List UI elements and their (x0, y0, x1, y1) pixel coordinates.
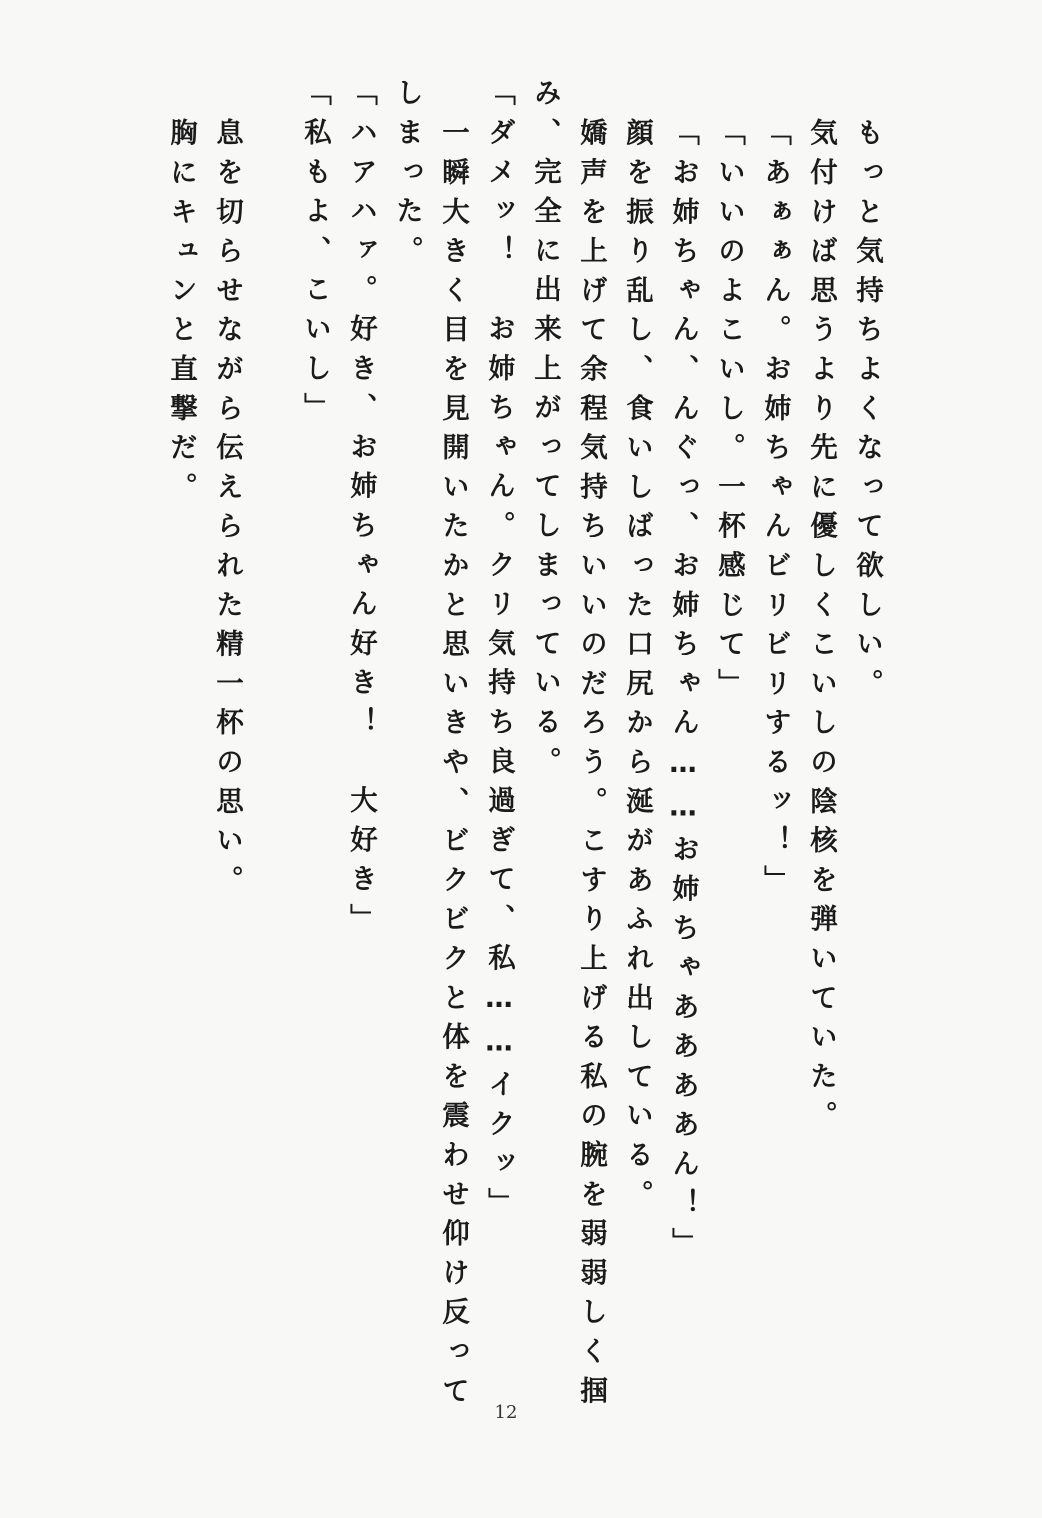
text-column-6: 顔を振り乱し、食いしばった口尻から涎があふれ出している。 (621, 118, 653, 1219)
text-column-1: もっと気持ちよくなって欲しい。 (851, 118, 883, 708)
page-number: 12 (494, 1402, 518, 1423)
text-column-11: しまった。 (391, 78, 423, 275)
text-column-14: 息を切らせながら伝えられた精一杯の思い。 (211, 118, 243, 904)
text-column-9: 「ダメッ！ お姉ちゃん。クリ気持ち良過ぎて、私……イクッ」 (483, 78, 515, 1227)
text-column-2: 気付けば思うより先に優しくこいしの陰核を弾いていた。 (805, 118, 837, 1140)
text-column-10: 一瞬大きく目を見開いたかと思いきや、ビクビクと体を震わせ仰け反って (437, 118, 469, 1415)
text-column-7: 嬌声を上げて余程気持ちいいのだろう。こすり上げる私の腕を弱弱しく掴 (575, 118, 607, 1415)
text-column-15: 胸にキュンと直撃だ。 (165, 118, 197, 511)
text-column-3: 「あぁぁん。お姉ちゃんビリビリするッ！」 (759, 118, 791, 904)
text-column-8: み、完全に出来上がってしまっている。 (529, 78, 561, 786)
text-column-5: 「お姉ちゃん、んぐっ、お姉ちゃん……お姉ちゃああああん！」 (667, 118, 699, 1267)
text-column-12: 「ハアハァ。好き、お姉ちゃん好き！ 大好き」 (345, 78, 377, 943)
text-column-4: 「いいのよこいし。一杯感じて」 (713, 118, 745, 708)
text-column-13: 「私もよ、こいし」 (299, 78, 331, 432)
